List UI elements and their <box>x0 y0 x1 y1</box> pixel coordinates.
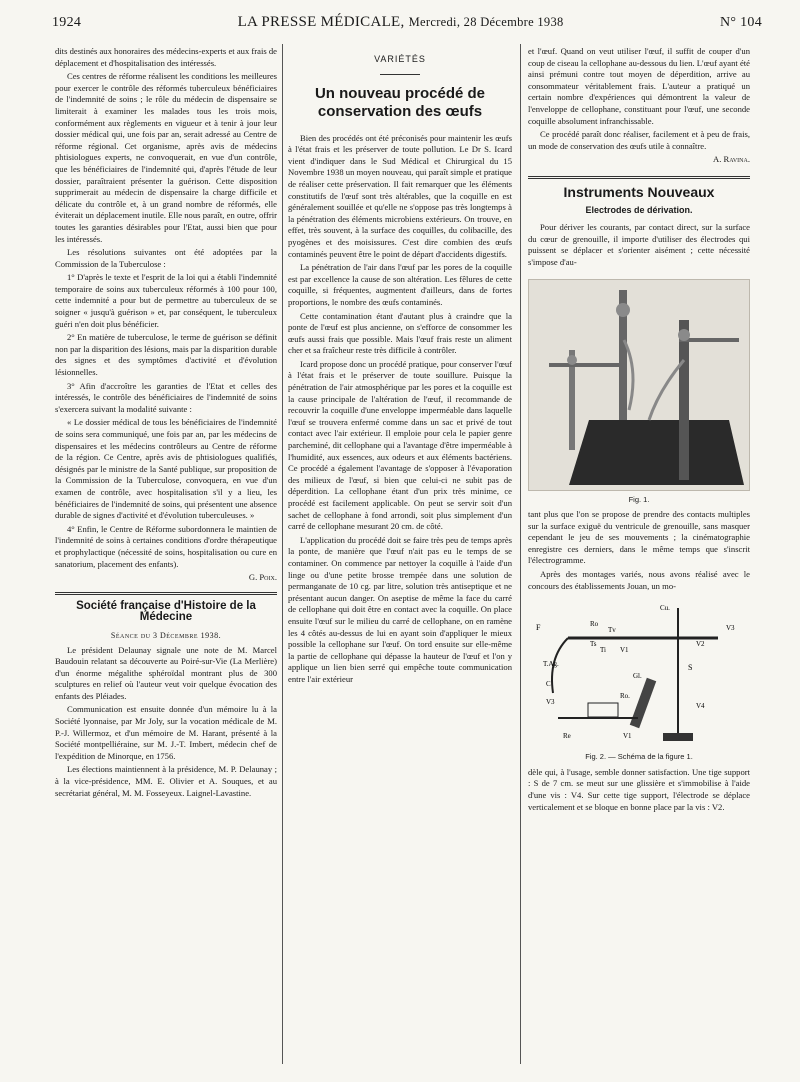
label-Ts: Ts <box>590 640 597 649</box>
label-Gl: Gl. <box>633 672 642 681</box>
label-Ti: Ti <box>600 646 606 655</box>
paragraph: « Le dossier médical de tous les bénéficiaires de l'indemnité de soins sera communiqué, une fois par an, par les médecins de dispensaires et les médecins contrôleurs au Centre de réforme de la région. Ce Centre, après avis de phtisiologues qualifiés, désignés par le ministre de la Santé publique, sur proposition de la Commission de la Tuberculose, convoquera, en vue d'un examen de contrôle, avec hospitalisation s'il y a lieu, les bénéficiaires de l'indemnité de soins, qui présentent une absence durable de signes d'activité et d'évolution tuberculeuses. » <box>55 417 277 521</box>
session-date: Séance du 3 Décembre 1938. <box>110 630 222 640</box>
paragraph: Pour dériver les courants, par contact direct, sur la surface du cœur de grenouille, il importe d'utiliser des électrodes qui puissent se déplacer et s'orienter aisément ; cette nécessité s'impose d'au- <box>528 222 750 267</box>
paragraph: La pénétration de l'air dans l'œuf par les pores de la coquille est par excellence la cause de son altération. Les fêlures de cette coquille, si fréquentes, augmentent d'ailleurs, dans de fortes proportions, le nombre des œufs contaminés. <box>288 262 512 307</box>
paragraph: Bien des procédés ont été préconisés pour maintenir les œufs à l'état frais et les préserver de toute pollution. Le Dr S. Icard vient d'indiquer dans le Sud Médical et Chirurgical du 15 Novembre 1938 un moyen nouveau, qui paraît simple et pratique de réaliser cette préservation. Il fait remarquer que les éléments constitutifs de l'œuf sont très altérables, que la coquille en est généralement souillée et qu'elle ne s'oppose pas très longtemps à la pénétration des éléments microbiens extérieurs. On trouve, en effet, très souvent, à la surface des coquilles, du colibacille, des pyogènes et des moisissures. C'est dire combien des œufs contaminés peuvent être le point de départ d'accidents digestifs. <box>288 132 512 259</box>
paragraph: 1° D'après le texte et l'esprit de la loi qui a établi l'indemnité temporaire de soins aux tuberculeux réformés à 100 pour 100, cette indemnité a pour but de permettre au tuberculeux de se soigner « jusqu'à guérison » et, par conséquent, le tuberculeux guéri n'en doit plus bénéficier. <box>55 272 277 329</box>
figure-schema <box>528 598 750 748</box>
issue-date: Mercredi, 28 Décembre 1938 <box>408 15 564 29</box>
section-title: Société française d'Histoire de la Médecine <box>76 599 256 624</box>
label-F: F <box>536 623 541 633</box>
paragraph: Icard propose donc un procédé pratique, pour conserver l'œuf à l'état frais et le préserver de toute souillure. Puisque la pénétration de l'air atmosphérique par les pores et la coquille est la cause principale de l'altération de l'œuf, il recommande de recouvrir la coquille d'une enveloppe imperméable dans laquelle l'œuf se trouvera enfermé comme dans un sac et privé de tout contact avec l'air extérieur. Il emploie pour cela le papier genre parcheminé, dit cellophane qui a l'avantage d'être imperméable à l'humidité, aux essences, aux odeurs et aux éléments bactériens. Ce procédé a également l'avantage de s'opposer à l'évaporation des milieux de l'œuf, si bien que celui-ci ne subit pas de déperdition. La cellophane étant d'un prix très minime, ce procédé est facilement applicable. On peut se servir soit d'un sachet de cellophane à fond arrondi, soit plus simplement d'un carré de cellophane mesurant 20 cm. de côté. <box>288 358 512 532</box>
rubric: VARIÉTÉS <box>374 54 426 64</box>
figure-photo-electrodes <box>528 279 750 491</box>
paragraph: 2° En matière de tuberculose, le terme de guérison se définit non par la disparition des lésions, mais par la disparition durable des signes et des symptômes d'activité et d'évolution lésionnelles. <box>55 332 277 378</box>
label-Re: Re <box>563 732 571 741</box>
paragraph: Communication est ensuite donnée d'un mémoire lu à la Société lyonnaise, par Mr Joly, sur la vocation médicale de M. P.-J. Willermoz, et d'un mémoire de M. Harant, présenté à la Société montpelliéraine, sur M. J.-T. Imbert, médecin chef de l'expédition de Minorque, en 1756. <box>55 704 277 761</box>
paragraph: L'application du procédé doit se faire très peu de temps après la ponte, de manière que l'œuf n'ait pas eu le temps de se contaminer. On commence par nettoyer la coquille à l'aide d'un linge ou d'une petite brosse trempée dans une solution de permanganate de 10 cg. par litre, solution très antiseptique et ne présentant aucun danger. On aseptise de même la face du carré de cellophane qui doit être en contact avec la coquille. On place ensuite l'œuf sur le milieu du carré de cellophane, on en ramène les 4 côtés au-dessus de lui en ayant soin d'appliquer le mieux possible la cellophane sur l'œuf. On tord ensuite sur elle-même la partie de cellophane qui dépasse la hauteur de l'œuf et l'on y applique un lien bien serré qui empêche toute communication entre l'air extérieur <box>288 534 512 684</box>
paragraph: dèle qui, à l'usage, semble donner satisfaction. Une tige support : S de 7 cm. se meut sur une glissière et s'immobilise à l'aide d'une vis : V4. Sur cette tige support, l'électrode se déplace verticalement et se bloque en bonne place par la vis : V2. <box>528 766 750 812</box>
paragraph: Ces centres de réforme réalisent les conditions les meilleures pour exercer le contrôle des réformés tuberculeux bénéficiaires de l'indemnité de soins ; le rôle du médecin de dispensaire se limiterait à examiner les malades tous les trois mois, conformément aux règlements en vigueur et à tenir à jour leur dossier médical qui, une fois par an, serait adressé au Centre de réforme régional. Cet organisme, après avis de médecins phtisiologues experts, ne convoquerait, en vue d'un contrôle, que les bénéficiaires de l'indemnité qui, d'après l'étude de leur dossier, paraîtraient présenter la guérison. Cette disposition supprimerait au médecin de dispensaire la charge difficile et délicate du contrôle et, à un grand nombre de réformés, elle éviterait un déplacement inutile. Elle nous paraît, en outre, offrir toutes les garanties désirables pour l'Etat, aussi bien que pour les intéressés. <box>55 71 277 244</box>
article-title: Un nouveau procédé de conservation des œufs <box>314 84 486 120</box>
paragraph: 3° Afin d'accroître les garanties de l'Etat et celles des intéressés, le contrôle des bénéficiaires de l'indemnité de soins s'exercera suivant la modalité suivante : <box>55 380 277 414</box>
label-C: C <box>546 680 551 689</box>
label-S: S <box>688 663 693 673</box>
signature: G. Poix. <box>248 572 277 583</box>
paragraph: Après des montages variés, nous avons réalisé avec le concours des établissements Jouan, un mo- <box>528 569 750 591</box>
column-right <box>528 46 750 815</box>
column-left <box>55 46 277 801</box>
label-Tv: Tv <box>608 626 616 635</box>
divider <box>55 592 277 595</box>
signature: A. Ravina. <box>713 154 750 165</box>
subsection-title: Electrodes de dérivation. <box>585 204 693 215</box>
electrode-schema-diagram <box>528 598 750 748</box>
paragraph: Les résolutions suivantes ont été adoptées par la Commission de la Tuberculose : <box>55 247 277 269</box>
label-V4: V4 <box>696 702 705 711</box>
paragraph: Cette contamination étant d'autant plus à craindre que la ponte de l'œuf est plus ancienne, on s'efforce de consommer les œufs aussi frais que possible. Mais l'œuf frais reste un aliment cher et sa fraîcheur reste très difficile à contrôler. <box>288 310 512 356</box>
label-V2: V2 <box>696 640 705 649</box>
column-middle <box>288 46 512 688</box>
journal-name: LA PRESSE MÉDICALE, <box>237 14 405 30</box>
label-V1b: V1 <box>623 732 632 741</box>
label-TAg: T.Ag. <box>543 660 559 669</box>
paragraph: et l'œuf. Quand on veut utiliser l'œuf, il suffit de couper d'un coup de ciseau la cellophane au-dessous du lien. L'œuf ayant été ainsi prémuni contre tout moyen de déperdition, arrive au consommateur véritablement frais. L'auteur a pratiqué un certain nombre d'expériences qui démontrent la valeur de l'enveloppe de cellophane, constituant pour l'œuf, une seconde coquille absolument infranchissable. <box>528 46 750 126</box>
journal-title-line <box>238 14 564 31</box>
divider <box>528 176 750 179</box>
label-Cu: Cu. <box>660 604 670 613</box>
page-number: 1924 <box>52 15 82 30</box>
divider <box>380 74 420 75</box>
label-Ro2: Ro. <box>620 692 630 701</box>
figure-caption: Fig. 2. — Schéma de la figure 1. <box>585 752 693 762</box>
paragraph: Les élections maintiennent à la présidence, M. P. Delaunay ; à la vice-présidence, MM. E. Olivier et A. Souques, et au secrétariat général, M. M. Fosseyeux. Laignel-Lavastine. <box>55 764 277 798</box>
section-title: Instruments Nouveaux <box>563 183 715 200</box>
electrode-apparatus-photo <box>529 280 750 490</box>
label-V3: V3 <box>726 624 735 633</box>
label-V3b: V3 <box>546 698 555 707</box>
page-header <box>52 14 762 42</box>
label-Ro: Ro <box>590 620 599 629</box>
figure-caption: Fig. 1. <box>628 494 650 504</box>
issue-number: N° 104 <box>719 15 762 30</box>
label-V1: V1 <box>620 646 629 655</box>
column-divider <box>282 44 283 1064</box>
column-divider <box>520 44 521 1064</box>
paragraph: Ce procédé paraît donc réaliser, facilement et à peu de frais, un mode de conservation des œufs utile à connaître. <box>528 129 750 151</box>
paragraph: 4° Enfin, le Centre de Réforme subordonnera le maintien de l'indemnité de soins à certaines conditions d'ordre thérapeutique et prophylactique (nécessité de soins, hospitalisation ou cure en sanatorium, placement des enfants). <box>55 523 277 569</box>
paragraph: Le président Delaunay signale une note de M. Marcel Baudouin relatant sa découverte au Poiré-sur-Vie (La Merlière) d'un énorme mégalithe sphéroïdal montrant plus de 300 sculptures en relief où l'auteur veut voir quelque évocation des enfants des Pléiades. <box>55 644 277 701</box>
paragraph: tant plus que l'on se propose de prendre des contacts multiples sur la surface exiguë du ventricule de grenouille, sans masquer cependant le jeu de ses mouvements ; la cinématographie enregistre ces derniers, dans le même temps que s'inscrit l'électrogramme. <box>528 509 750 566</box>
paragraph: dits destinés aux honoraires des médecins-experts et aux frais de déplacement et d'hospitalisation des intéressés. <box>55 46 277 68</box>
